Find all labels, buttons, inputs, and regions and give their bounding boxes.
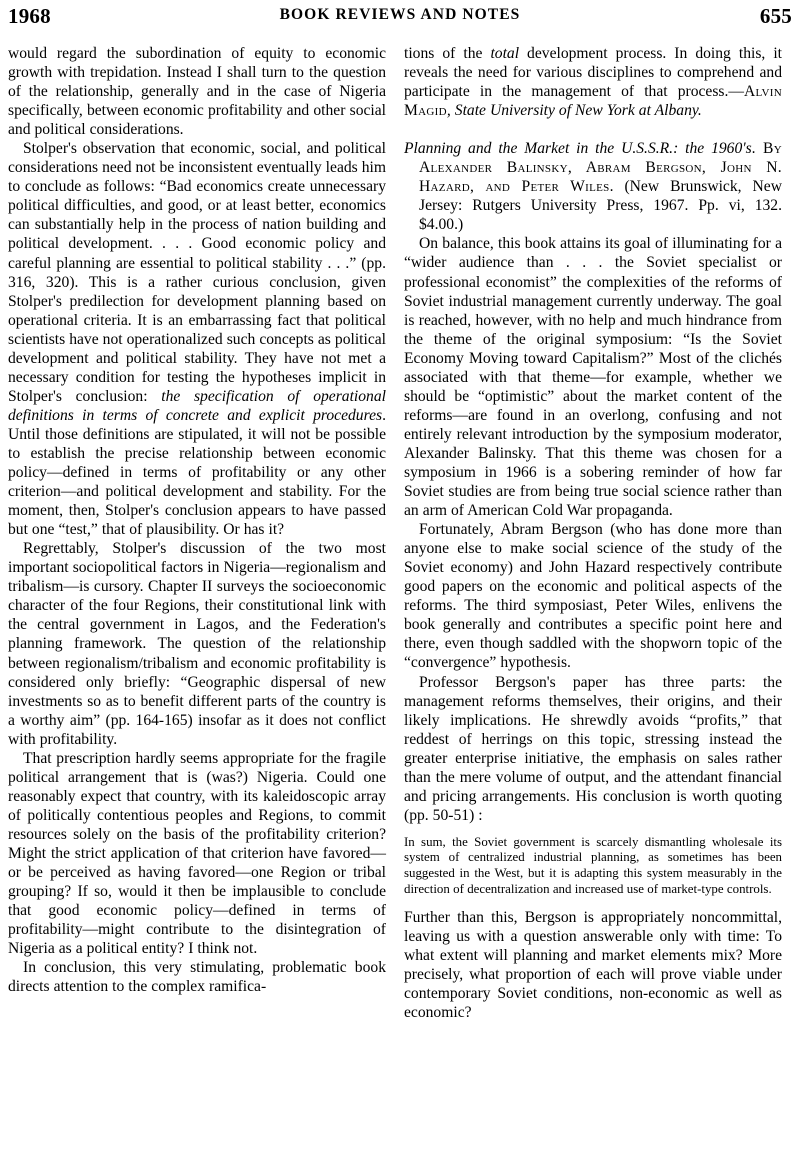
reviewer-affiliation: , State University of New York at Albany. bbox=[446, 102, 702, 120]
running-head bbox=[8, 4, 792, 30]
page-title: BOOK REVIEWS AND NOTES bbox=[279, 6, 521, 23]
citation-by-label: . By bbox=[751, 140, 782, 158]
paragraph-further-than-this: Further than this, Bergson is appropriately noncommittal, leaving us with a question answerable only with time: To what extent will planning and market elements mix? More precisely, what proportion of each will prove viable under contemporary Soviet conditions, non-economic as well as economic? bbox=[404, 909, 782, 1022]
paragraph-conclusion: In conclusion, this very stimulating, problematic book directs attention to the complex ramifica- bbox=[8, 959, 386, 996]
book-citation bbox=[404, 139, 782, 234]
emphasis-operational-definitions: the specification of operational definitions in terms of concrete and explicit procedures bbox=[8, 387, 386, 424]
page-year: 1968 bbox=[8, 4, 51, 28]
citation-last-author: Peter Wiles bbox=[521, 178, 610, 196]
block-quotation: In sum, the Soviet government is scarcely dismantling wholesale its system of centralized industrial planning, as sometimes has been suggested in the West, but it is adapting this system measurably in the direction of decentralization and increased use of market-type controls. bbox=[404, 834, 782, 896]
right-column bbox=[404, 44, 782, 1023]
citation-and-label: and bbox=[474, 178, 522, 196]
paragraph-equity-growth: would regard the subordination of equity to economic growth with trepidation. Instead I shall turn to the question of the relationship, generally and in the case of Nigeria specifically, between economic profitability and other social and political considerations. bbox=[8, 45, 386, 139]
paragraph-stolper-observation bbox=[8, 139, 386, 539]
paragraph-prescription: That prescription hardly seems appropriate for the fragile political arrangement that is (was?) Nigeria. Could one reasonably expect that country, with its kaleidoscopic array of politically contentious peoples and Regions, to commit resources solely on the basis of the profitability criterion? Might the strict application of that criterion have favored—or be perceived as having favored—one Region or tribal grouping? If so, would it then be implausible to conclude that good economic policy—defined in terms of profitability—might contribute to the disintegration of Nigeria as a political entity? I think not. bbox=[8, 749, 386, 958]
paragraph-regrettably: Regrettably, Stolper's discussion of the two most important sociopolitical factors in Nigeria—regionalism and tribalism—is cursory. Chapter II surveys the socioeconomic character of the four Regions, their constitutional link with the central government in Lagos, and the Federation's planning framework. The question of the relationship between regionalism/tribalism and economic profitability is considered only briefly: “Geographic dispersal of new investments so as to benefit different parts of the country is a worthy aim” (pp. 164-165) insofar as it does not conflict with profitability. bbox=[8, 540, 386, 748]
citation-publication-info: . (New Brunswick, New Jersey: Rutgers University Press, 1967. Pp. vi, 132. $4.00.) bbox=[419, 178, 782, 234]
paragraph-bergson-paper: Professor Bergson's paper has three parts: the management reforms themselves, their origins, and their likely implications. He shrewdly avoids “profits,” that reddest of herrings on this topic, stressing instead the greater enterprise initiative, the emphasis on sales rather than the mere volume of output, and the attendant financial and pricing arrangements. His conclusion is worth quoting (pp. 50-51) : bbox=[404, 673, 782, 824]
emphasis-total: total bbox=[490, 45, 520, 62]
paragraph-text-part-b: . Until those definitions are stipulated, it will not be possible to establish the precise relationship between economic policy—defined in terms of profitability or any other criterion—and political development and stability. For the moment, then, Stolper's conclusion appears to have passed but one “test,” that of plausibility. Or has it? bbox=[8, 406, 386, 539]
paragraph-fortunately: Fortunately, Abram Bergson (who has done more than anyone else to make social science of the study of the Soviet economy) and John Hazard respectively contribute good papers on the economic and political aspects of the reforms. The third symposiast, Peter Wiles, enlivens the book generally and contributes a specific point here and there, even though saddled with the shopworn topic of the “convergence” hypothesis. bbox=[404, 521, 782, 672]
continuation-text-after: development process. In doing this, it reveals the need for various disciplines to comprehend and participate in the management of that process.— bbox=[404, 45, 782, 101]
paragraph-text-part-a: Stolper's observation that economic, social, and political considerations need not be inconsistent eventually leads him to conclude as follows: “Bad economics create unnecessary political difficulties, and good, or at least better, economics can substantially help in the process of nation building and political development. . . . Good economic policy and careful planning are essential to political stability . . .” (pp. 316, 320). This is a rather curious conclusion, given Stolper's predilection for development planning based on operational criteria. It is an embarrassing fact that political scientists have not operationalized such concepts as political development and political stability. They have not met a necessary condition for testing the hypotheses implicit in Stolper's conclusion: bbox=[8, 140, 386, 405]
paragraph-on-balance: On balance, this book attains its goal of illuminating for a “wider audience than . . . the Soviet specialist or professional economist” the complexities of the reforms of Soviet industrial management currently underway. The goal is reached, however, with no help and much hindrance from the theme of the original symposium: “Is the Soviet Economy Moving toward Capitalism?” Most of the clichés associated with that theme—for example, whether we should be “optimistic” about the market content of the reforms—are found in an overlong, confusing and not entirely relevant introduction by the symposium moderator, Alexander Balinsky. That this theme was chosen for a symposium in 1966 is a sobering reminder of how far Soviet studies are from being true social science rather than an arm of American Cold War propaganda. bbox=[404, 235, 782, 520]
continuation-text-before: tions of the bbox=[404, 45, 491, 62]
paragraph-continuation bbox=[404, 44, 782, 120]
reviewer-name: Alvin Magid bbox=[404, 83, 782, 120]
left-column bbox=[8, 44, 386, 996]
citation-title: Planning and the Market in the U.S.S.R.: the 1960's bbox=[404, 140, 752, 158]
citation-authors: Alexander Balinsky, Abram Bergson, John N. Hazard, bbox=[419, 159, 782, 196]
page-folio: 655 bbox=[759, 4, 792, 28]
